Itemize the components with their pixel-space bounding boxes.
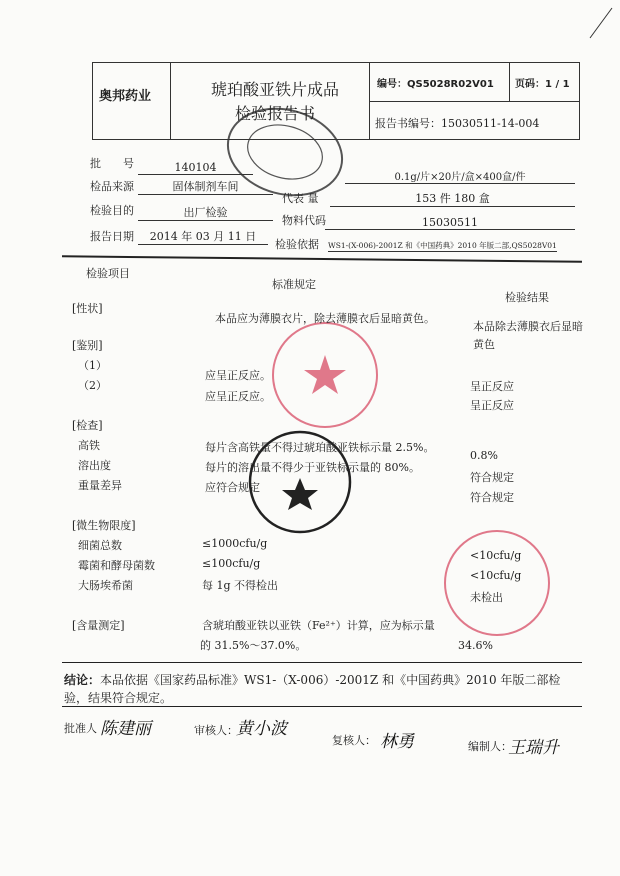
material-label: 物料代码 <box>282 214 326 227</box>
purpose-value: 出厂检验 <box>138 204 273 221</box>
row-standard: 含琥珀酸亚铁以亚铁（Fe²⁺）计算，应为标示量 <box>202 619 435 632</box>
row-item: 溶出度 <box>78 459 111 472</box>
row-result: 呈正反应 <box>470 380 514 393</box>
red-quality-stamp <box>273 323 377 427</box>
column-standard: 标准规定 <box>272 278 316 291</box>
pen-mark <box>590 8 612 38</box>
row-standard: ≤100cfu/g <box>202 557 261 570</box>
divider <box>62 706 582 707</box>
conclusion-text: 本品依据《国家药品标准》WS1-（X-006）-2001Z 和《中国药典》2010 年版二部检 <box>100 673 561 687</box>
date-label: 报告日期 <box>90 230 134 243</box>
basis-value: WS1-(X-006)-2001Z 和《中国药典》2010 年版二部,QS5028V01 <box>328 241 557 250</box>
approver-signature: 陈建丽 <box>100 719 151 739</box>
row-item: 重量差异 <box>78 479 122 492</box>
row-result: <10cfu/g <box>470 549 522 562</box>
row-standard: 每片含高铁量不得过琥珀酸亚铁标示量 2.5%。 <box>205 441 435 454</box>
quantity-value: 153 件 180 盒 <box>330 190 575 207</box>
row-result: 0.8% <box>470 449 498 462</box>
row-result-2: 黄色 <box>473 338 495 351</box>
divider <box>62 662 582 663</box>
report-date: 2014 年 03 月 11 日 <box>138 228 268 245</box>
star-icon <box>282 478 318 510</box>
row-standard: 应呈正反应。 <box>205 390 271 403</box>
preparer-signature: 王瑞升 <box>508 738 559 758</box>
row-result: <10cfu/g <box>470 569 522 582</box>
report-number: 报告书编号：15030511-14-004 <box>375 117 540 130</box>
column-result: 检验结果 <box>505 291 549 304</box>
preparer-label: 编制人： <box>468 740 512 753</box>
row-result: 符合规定 <box>470 491 514 504</box>
report-title: 琥珀酸亚铁片成品 <box>211 80 340 99</box>
row-item: [性状] <box>72 302 103 315</box>
conclusion-text-2: 验，结果符合规定。 <box>64 691 173 705</box>
batch-value: 140104 <box>138 161 253 175</box>
reviewer-signature: 黄小波 <box>236 719 287 739</box>
source-label: 检品来源 <box>90 180 134 193</box>
title-cell <box>171 63 370 139</box>
company-logo: 奥邦药业 <box>99 89 152 104</box>
batch-label: 批 号 <box>90 157 134 170</box>
page-number: 页码：1 / 1 <box>515 79 570 90</box>
row-result: 未检出 <box>470 591 503 604</box>
checker-signature: 林勇 <box>380 732 414 752</box>
row-result: 34.6% <box>458 639 493 652</box>
row-item: 霉菌和酵母菌数 <box>78 559 155 572</box>
row-standard: 应符合规定 <box>205 481 260 494</box>
red-company-stamp <box>445 531 549 635</box>
row-result: 呈正反应 <box>470 399 514 412</box>
row-standard: 应呈正反应。 <box>205 369 271 382</box>
row-item: （2） <box>78 379 107 392</box>
source-value: 固体制剂车间 <box>138 178 273 195</box>
row-standard-2: 的 31.5%～37.0%。 <box>200 639 307 652</box>
row-standard: 每 1g 不得检出 <box>202 579 279 592</box>
basis-label: 检验依据 <box>275 238 319 251</box>
row-standard: ≤1000cfu/g <box>202 537 268 550</box>
report-subtitle: 检验报告书 <box>235 104 316 123</box>
quantity-label: 代表 量 <box>282 192 319 205</box>
reviewer-label: 审核人： <box>194 724 238 737</box>
purpose-label: 检验目的 <box>90 204 134 217</box>
conclusion-label: 结论： <box>64 673 101 687</box>
row-standard: 每片的溶出量不得少于亚铁标示量的 80%。 <box>205 461 420 474</box>
row-item: [含量测定] <box>72 619 125 632</box>
logo-cell <box>93 63 171 139</box>
row-item: 细菌总数 <box>78 539 122 552</box>
document-number: 编号：QS5028R02V01 <box>377 79 494 90</box>
approver-label: 批准人 <box>64 722 97 735</box>
material-value: 15030511 <box>325 216 575 230</box>
row-result: 本品除去薄膜衣后显暗 <box>473 320 583 333</box>
row-result: 符合规定 <box>470 471 514 484</box>
row-item: [检查] <box>72 419 103 432</box>
row-item: [鉴别] <box>72 339 103 352</box>
row-standard: 本品应为薄膜衣片，除去薄膜衣后显暗黄色。 <box>215 312 435 325</box>
row-item: 高铁 <box>78 439 100 452</box>
row-item: （1） <box>78 359 107 372</box>
column-item: 检验项目 <box>86 267 130 280</box>
checker-label: 复核人： <box>332 734 376 747</box>
report-header <box>92 62 580 140</box>
row-item: 大肠埃希菌 <box>78 579 133 592</box>
row-item: [微生物限度] <box>72 519 136 532</box>
star-icon <box>304 355 346 394</box>
spec-value: 0.1g/片×20片/盒×400盒/件 <box>345 168 575 184</box>
